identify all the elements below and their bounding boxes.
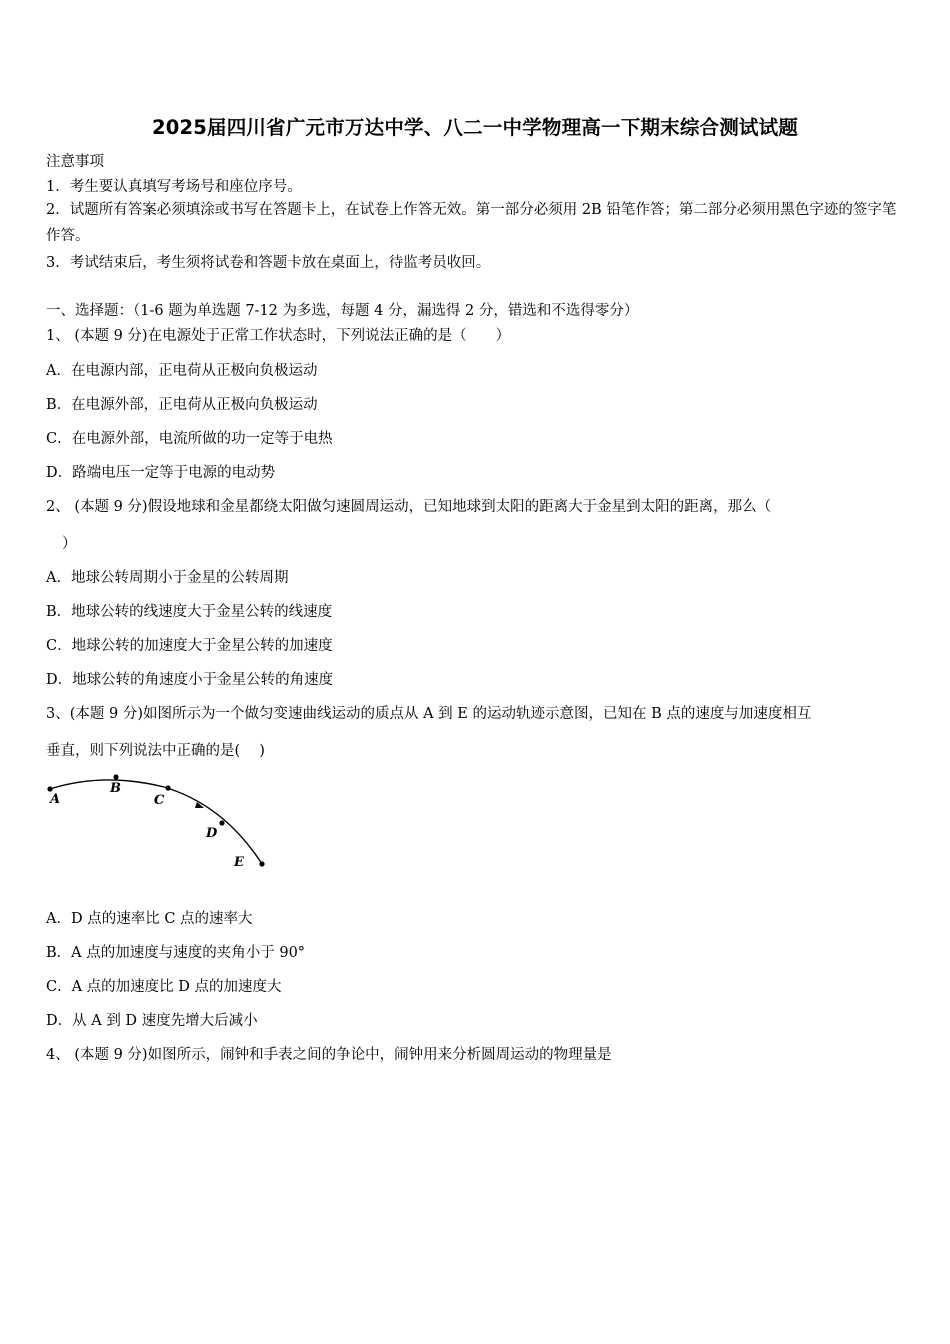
q3-option-b: B．A 点的加速度与速度的夹角小于 90° [46, 945, 306, 961]
trajectory-figure [44, 772, 274, 872]
q3-stem-cont: 垂直，则下列说法中正确的是( ) [46, 743, 265, 759]
page-title: 2025届四川省广元市万达中学、八二一中学物理高一下期末综合测试试题 [151, 116, 799, 139]
point-b [113, 774, 118, 779]
q3-option-c: C．A 点的加速度比 D 点的加速度大 [46, 979, 282, 995]
q2-option-d: D．地球公转的角速度小于金星公转的角速度 [46, 672, 334, 688]
q1-option-c: C．在电源外部，电流所做的功一定等于电热 [46, 431, 333, 447]
q3-stem: 3、(本题 9 分)如图所示为一个做匀变速曲线运动的质点从 A 到 E 的运动轨迹示意图，已知在 B 点的速度与加速度相互 [46, 706, 812, 722]
point-c [165, 785, 170, 790]
q2-stem: 2、 (本题 9 分)假设地球和金星都绕太阳做匀速圆周运动，已知地球到太阳的距离大于金星到太阳的距离，那么（ [46, 499, 772, 515]
q3-option-d: D．从 A 到 D 速度先增大后减小 [46, 1013, 258, 1029]
point-e [259, 861, 264, 866]
q2-stem-cont: ） [62, 536, 77, 552]
label-d: D [206, 826, 218, 841]
notice-item-1: 1．考生要认真填写考场号和座位序号。 [46, 179, 302, 195]
q3-option-a: A．D 点的速率比 C 点的速率大 [46, 911, 253, 927]
q4-stem: 4、 (本题 9 分)如图所示，闹钟和手表之间的争论中，闹钟用来分析圆周运动的物理量是 [46, 1047, 612, 1063]
point-d [219, 820, 224, 825]
q2-option-b: B．地球公转的线速度大于金星公转的线速度 [46, 604, 333, 620]
label-e: E [234, 855, 244, 870]
point-a [47, 786, 52, 791]
notice-item-2: 2．试题所有答案必须填涂或书写在答题卡上，在试卷上作答无效。第一部分必须用 2B 铅笔作答；第二部分必须用黑色字迹的签字笔作答。 [46, 202, 897, 244]
q1-option-d: D．路端电压一定等于电源的电动势 [46, 465, 276, 481]
notice-item-3: 3．考试结束后，考生须将试卷和答题卡放在桌面上，待监考员收回。 [46, 255, 491, 271]
notice-heading: 注意事项 [46, 154, 104, 170]
q1-option-b: B．在电源外部，正电荷从正极向负极运动 [46, 397, 318, 413]
section-heading: 一、选择题：（1-6 题为单选题 7-12 为多选，每题 4 分，漏选得 2 分，错选和不选得零分） [46, 303, 639, 319]
label-b: B [110, 781, 121, 796]
label-c: C [154, 793, 165, 808]
q2-option-c: C．地球公转的加速度大于金星公转的加速度 [46, 638, 333, 654]
q2-option-a: A．地球公转周期小于金星的公转周期 [46, 570, 289, 586]
label-a: A [50, 792, 61, 807]
q1-option-a: A．在电源内部，正电荷从正极向负极运动 [46, 363, 318, 379]
q1-stem: 1、 (本题 9 分)在电源处于正常工作状态时，下列说法正确的是（ ） [46, 328, 511, 344]
